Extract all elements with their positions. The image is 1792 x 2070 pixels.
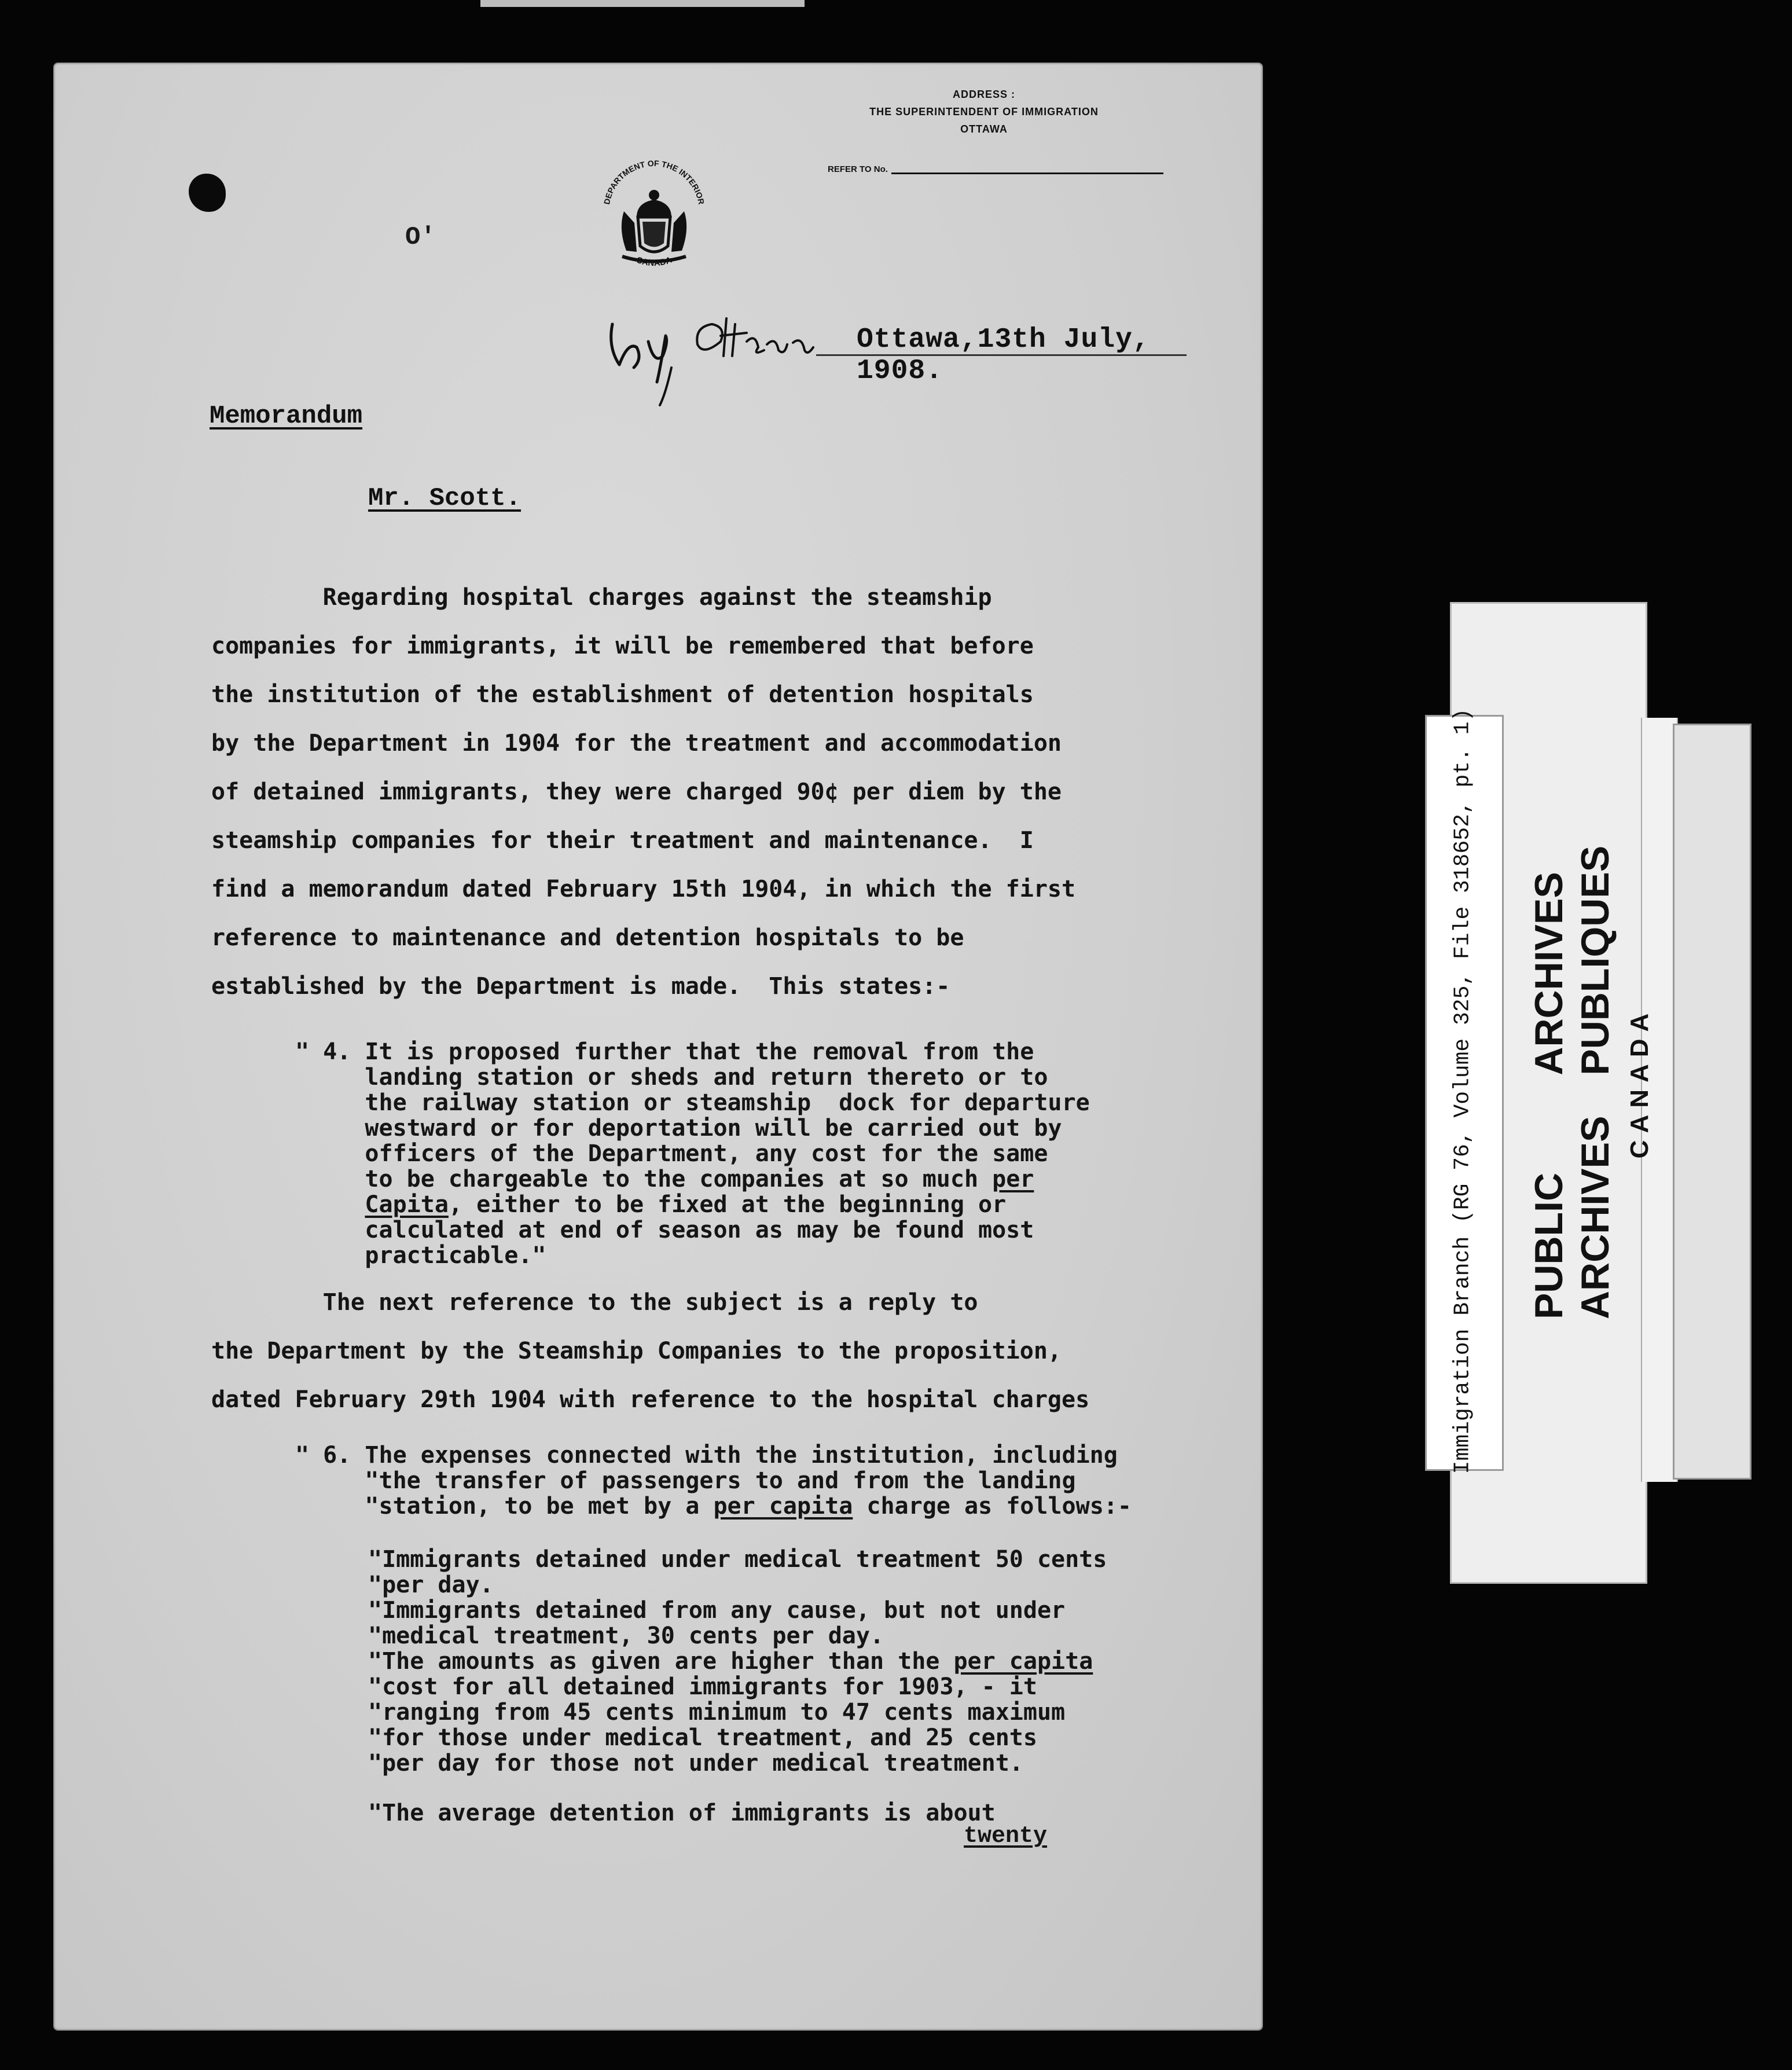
quote-clause-4	[295, 1039, 1198, 1268]
stamp-archives-fr: ARCHIVES	[1573, 1115, 1617, 1320]
coat-of-arms-icon	[596, 148, 712, 281]
quote1-text-before: " 4. It is proposed further that the removal from the landing station or sheds and return thereto or to the railway station or steamship dock for departure westward or for deportation will be carried out by officers of the Department, any cost for the same to be chargeable to the companies at so much	[295, 1038, 1090, 1192]
date-line	[602, 313, 1187, 387]
stamp-public: PUBLIC	[1527, 1172, 1571, 1320]
quote2-underlined-per-capita: per capita	[713, 1493, 853, 1520]
archive-stamp-title-wrap	[1505, 724, 1679, 1441]
quote2-text-before: " 6. The expenses connected with the institution, including "the transfer of passengers to and from the landing "station, to be met by a	[295, 1442, 1118, 1520]
addressee: Mr. Scott.	[368, 484, 522, 513]
refer-to-label: REFER TO No.	[828, 164, 888, 174]
seal-top-text: DEPARTMENT OF THE INTERIOR	[601, 158, 707, 205]
memo-title: Memorandum	[210, 402, 363, 431]
stamp-publiques: PUBLIQUES	[1573, 845, 1617, 1076]
quote3-underlined-per-capita: per capita	[953, 1648, 1093, 1675]
svg-text:CANADA	[635, 255, 674, 268]
quote-average-detention: "The average detention of immigrants is about	[368, 1800, 996, 1826]
refer-to-rule	[891, 162, 1163, 174]
letterhead-address	[810, 86, 1158, 138]
handwritten-initials-icon	[602, 301, 822, 417]
date-text: Ottawa,13th July, 1908.	[857, 324, 1150, 387]
paragraph-2: The next reference to the subject is a reply to the Department by the Steamship Companies to the proposition, dated February 29th 1904 with reference to the hospital charges	[211, 1289, 1090, 1413]
address-heading: ADDRESS :	[952, 89, 1015, 100]
quote3-text-after: "cost for all detained immigrants for 1903, - it "ranging from 45 cents minimum to 47 cents maximum "for those under medical treatment, and 25 cents "per day for those not under medical treatment.	[368, 1673, 1066, 1777]
archive-stamp-edge	[1673, 724, 1751, 1480]
quote-rates	[368, 1547, 1271, 1776]
final-word: twenty	[964, 1823, 1048, 1849]
archive-reference-wrap	[1430, 708, 1496, 1474]
ink-blot	[189, 174, 226, 212]
coat-of-arms-seal	[596, 148, 712, 281]
address-line2: OTTAWA	[960, 123, 1008, 135]
seal-bottom-text: CANADA	[634, 255, 674, 269]
stamp-archives: ARCHIVES	[1527, 872, 1571, 1076]
stamp-country: CANADA	[1625, 1006, 1654, 1159]
quote1-text-after: , either to be fixed at the beginning or calculated at end of season as may be found most practicable."	[365, 1191, 1034, 1269]
top-edge-strip	[480, 0, 805, 7]
address-line1: THE SUPERINTENDENT OF IMMIGRATION	[869, 106, 1099, 118]
date-rule	[816, 354, 1187, 356]
quote1-break	[295, 1191, 365, 1218]
quote1-underlined-per: per	[992, 1166, 1034, 1192]
quote2-text-after: charge as follows:-	[853, 1493, 1132, 1520]
archive-stamp-title	[1527, 846, 1656, 1319]
quote3-text-before: "Immigrants detained under medical treatment 50 cents "per day. "Immigrants detained from any cause, but not under "medical treatment, 30 cents per day. "The amounts as given are higher than the	[368, 1546, 1107, 1675]
paragraph-1: Regarding hospital charges against the steamship companies for immigrants, it will be remembered that before the institution of the establishment of detention hospitals by the Department in 1904 for the treatment and accommodation of detained immigrants, they were charged 90¢ per diem by the steamship companies for their treatment and maintenance. I find a memorandum dated February 15th 1904, in which the first reference to maintenance and detention hospitals to be established by the Department is made. This states:-	[211, 584, 1076, 1000]
quote1-underlined-capita: Capita	[365, 1191, 449, 1218]
margin-mark: O'	[405, 223, 436, 252]
archive-reference: Immigration Branch (RG 76, Volume 325, File 318652, pt. 1)	[1450, 708, 1475, 1474]
quote-clause-6	[295, 1443, 1198, 1519]
refer-to-line	[828, 162, 1163, 174]
